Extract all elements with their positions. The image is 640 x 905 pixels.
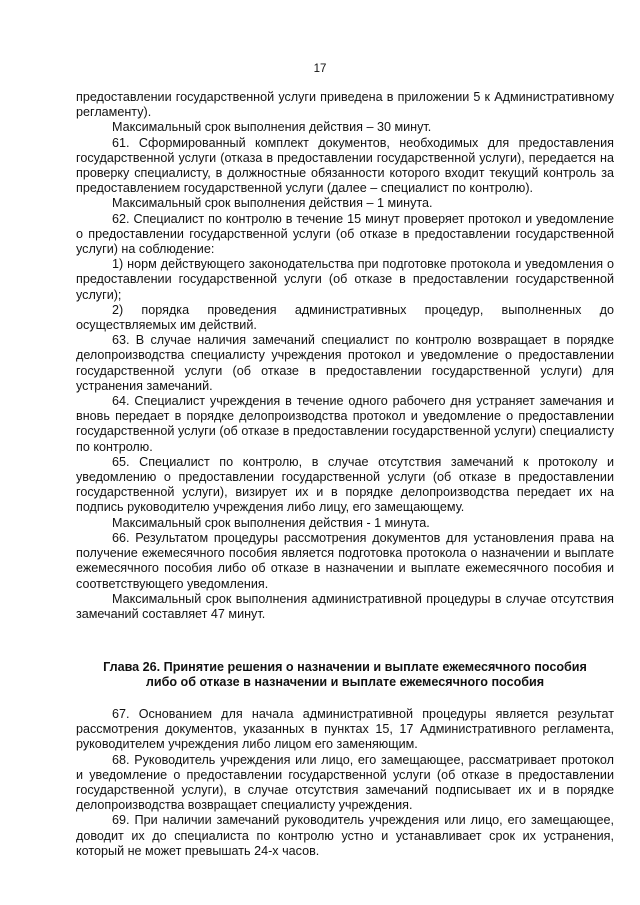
paragraph-max-time-1b: Максимальный срок выполнения действия - 1 минута. <box>112 515 430 530</box>
paragraph-62: 62. Специалист по контролю в течение 15 минут проверяет протокол и уведомление о предоставлении государственной услуги (об отказе в предоставлении государственной услуги) на соблюдение: <box>76 211 614 257</box>
paragraph-66: 66. Результатом процедуры рассмотрения документов для установления права на получение ежемесячного пособия является подготовка протокола о назначении и выплате ежемесячного пособия либо об отказе в назначении и выплате ежемесячного пособия и соответствующего уведомления. <box>76 530 614 591</box>
page-number: 17 <box>313 63 327 75</box>
paragraph-67: 67. Основанием для начала административной процедуры является результат рассмотрения документов, указанных в пунктах 15, 17 Административного регламента, руководителем учреждения либо лицом его заменяющим. <box>76 707 614 752</box>
paragraph-62-item-1: 1) норм действующего законодательства при подготовке протокола и уведомления о предоставлении государственной услуги (об отказе в предоставлении государственной услуги); <box>76 257 614 302</box>
chapter-heading <box>76 660 614 690</box>
paragraph-appendix-ref: предоставлении государственной услуги приведена в приложении 5 к Административному регламенту). <box>76 90 614 120</box>
paragraph-63: 63. В случае наличия замечаний специалист по контролю возвращает в порядке делопроизводства специалисту учреждения протокол и уведомление о предоставлении государственной услуги (об отказе в предоставлении государственной услуги) для устранения замечаний. <box>76 333 614 393</box>
chapter-heading-line-1: Глава 26. Принятие решения о назначении и выплате ежемесячного пособия <box>103 660 587 674</box>
paragraph-max-time-30: Максимальный срок выполнения действия – 30 минут. <box>112 120 432 135</box>
text-block-decision <box>76 707 614 859</box>
paragraph-max-time-47: Максимальный срок выполнения административной процедуры в случае отсутствия замечаний составляет 47 минут. <box>76 591 614 621</box>
paragraph-69: 69. При наличии замечаний руководитель учреждения или лицо, его замещающее, доводит их до специалиста по контролю устно и устанавливает срок их устранения, который не может превышать 24-х часов. <box>76 813 614 858</box>
paragraph-64: 64. Специалист учреждения в течение одного рабочего дня устраняет замечания и вновь передает в порядке делопроизводства протокол и уведомление о предоставлении государственной услуги (об отказе в предоставлении государственной услуги) специалисту по контролю. <box>76 394 614 454</box>
text-block-procedure <box>76 90 614 622</box>
paragraph-65: 65. Специалист по контролю, в случае отсутствия замечаний к протоколу и уведомлению о предоставлении государственной услуги (об отказе в предоставлении государственной услуги), визирует их и в порядке делопроизводства передает их на подпись руководителю учреждения либо лицу, его замещающему. <box>76 454 614 515</box>
paragraph-62-item-2: 2) порядка проведения административных процедур, выполненных до осуществляемых им действий. <box>76 302 614 333</box>
paragraph-68: 68. Руководитель учреждения или лицо, его замещающее, рассматривает протокол и уведомление о предоставлении государственной услуги (об отказе в предоставлении государственной услуги), в случае отсутствия замечаний подписывает их и в порядке делопроизводства возвращает специалисту учреждения. <box>76 752 614 813</box>
paragraph-max-time-1a: Максимальный срок выполнения действия – 1 минута. <box>112 196 433 211</box>
paragraph-61: 61. Сформированный комплект документов, необходимых для предоставления государственной услуги (отказа в предоставлении государственной услуги), передается на проверку специалисту, в должностные обязанности которого входит текущий контроль за предоставлением государственной услуги (далее – специалист по контролю). <box>76 135 614 196</box>
chapter-heading-line-2: либо об отказе в назначении и выплате ежемесячного пособия <box>145 675 545 690</box>
